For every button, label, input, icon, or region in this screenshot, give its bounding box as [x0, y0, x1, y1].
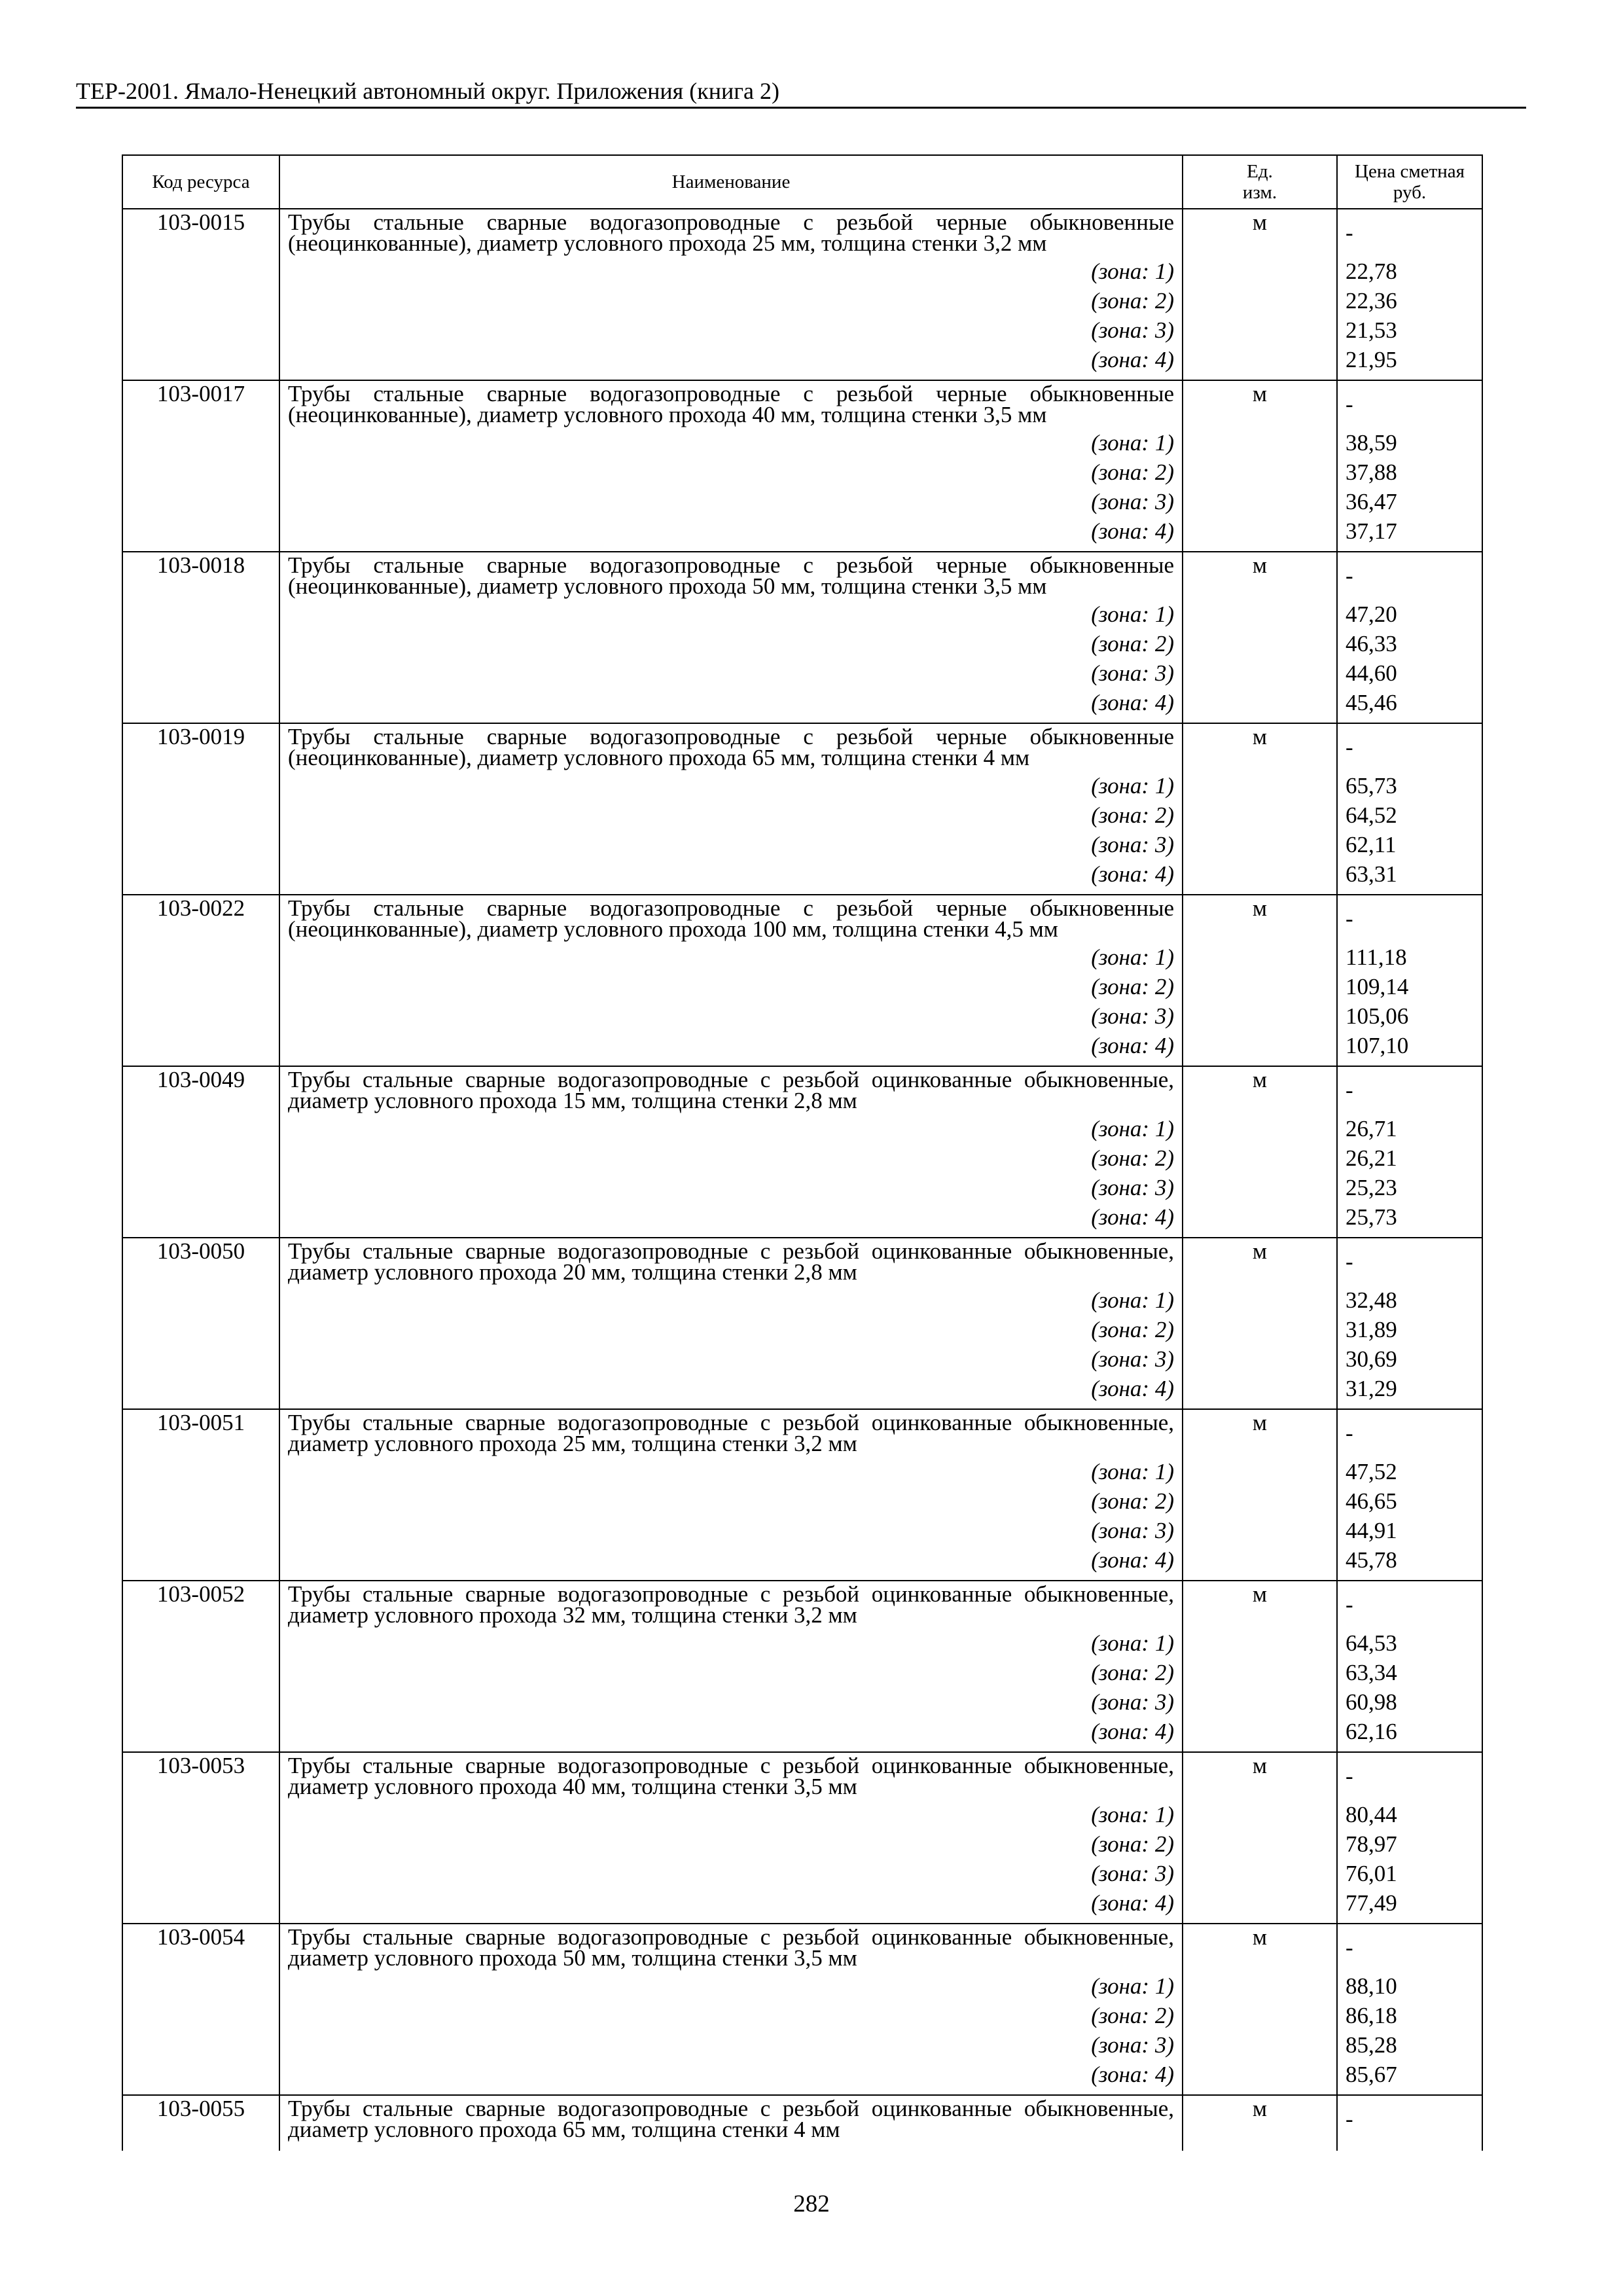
column-header-unit-line1: Ед. — [1247, 161, 1273, 182]
zone-price: 22,36 — [1346, 288, 1397, 314]
zone-price: 63,31 — [1346, 861, 1397, 887]
zone-label: (зона: 1) — [1091, 1287, 1174, 1313]
zone-price: 38,59 — [1346, 430, 1397, 456]
resource-name: Трубы стальные сварные водогазопроводные с резьбой черные обыкновенные (неоцинкованные), диаметр условного прохода 25 мм, толщина стенки 3,2 мм — [288, 209, 1174, 256]
column-header-unit-line2: изм. — [1242, 182, 1277, 203]
resource-code: 103-0022 — [122, 895, 279, 1066]
resource-name: Трубы стальные сварные водогазопроводные с резьбой черные обыкновенные (неоцинкованные), диаметр условного прохода 65 мм, толщина стенки 4 мм — [288, 724, 1174, 770]
price-cell — [1337, 1581, 1482, 1752]
zone-price: 25,23 — [1346, 1175, 1397, 1200]
resource-code: 103-0052 — [122, 1581, 279, 1752]
resource-name: Трубы стальные сварные водогазопроводные с резьбой оцинкованные обыкновенные, диаметр условного прохода 15 мм, толщина стенки 2,8 мм — [288, 1067, 1174, 1113]
zone-price: 80,44 — [1346, 1802, 1397, 1827]
base-price: - — [1346, 1420, 1353, 1446]
unit-of-measure: м — [1183, 895, 1337, 1066]
price-cell — [1337, 1752, 1482, 1924]
zone-label: (зона: 1) — [1091, 1116, 1174, 1141]
resource-code: 103-0051 — [122, 1409, 279, 1581]
zone-price: 36,47 — [1346, 489, 1397, 514]
resource-name-cell — [279, 1752, 1183, 1924]
zone-label: (зона: 3) — [1091, 660, 1174, 686]
zone-price: 105,06 — [1346, 1003, 1409, 1029]
zone-label: (зона: 1) — [1091, 1630, 1174, 1656]
unit-of-measure: м — [1183, 1924, 1337, 2095]
zone-label: (зона: 1) — [1091, 944, 1174, 970]
table-body — [122, 209, 1482, 2151]
zone-price: 86,18 — [1346, 2003, 1397, 2028]
zone-label: (зона: 2) — [1091, 974, 1174, 999]
resource-name: Трубы стальные сварные водогазопроводные с резьбой черные обыкновенные (неоцинкованные), диаметр условного прохода 50 мм, толщина стенки 3,5 мм — [288, 552, 1174, 599]
table-row — [122, 380, 1482, 552]
resource-code: 103-0055 — [122, 2095, 279, 2151]
zone-label: (зона: 2) — [1091, 802, 1174, 828]
zone-price: 44,91 — [1346, 1518, 1397, 1543]
price-cell — [1337, 1238, 1482, 1409]
unit-of-measure: м — [1183, 1066, 1337, 1238]
resource-code: 103-0053 — [122, 1752, 279, 1924]
price-table — [122, 154, 1483, 2151]
resource-code: 103-0050 — [122, 1238, 279, 1409]
price-cell — [1337, 1066, 1482, 1238]
zone-label: (зона: 1) — [1091, 1802, 1174, 1827]
base-price: - — [1346, 1077, 1353, 1103]
zone-price: 26,71 — [1346, 1116, 1397, 1141]
resource-name-cell — [279, 2095, 1183, 2151]
zone-price: 77,49 — [1346, 1890, 1397, 1916]
zone-price: 47,20 — [1346, 601, 1397, 627]
zone-label: (зона: 2) — [1091, 459, 1174, 485]
zone-price: 31,89 — [1346, 1317, 1397, 1342]
unit-of-measure: м — [1183, 1238, 1337, 1409]
zone-price: 32,48 — [1346, 1287, 1397, 1313]
resource-name-cell — [279, 380, 1183, 552]
resource-code: 103-0019 — [122, 723, 279, 895]
base-price: - — [1346, 1935, 1353, 1960]
resource-code: 103-0015 — [122, 209, 279, 380]
zone-label: (зона: 4) — [1091, 690, 1174, 715]
zone-price: 64,52 — [1346, 802, 1397, 828]
zone-label: (зона: 2) — [1091, 2003, 1174, 2028]
resource-name: Трубы стальные сварные водогазопроводные с резьбой оцинкованные обыкновенные, диаметр условного прохода 40 мм, толщина стенки 3,5 мм — [288, 1753, 1174, 1799]
resource-name: Трубы стальные сварные водогазопроводные с резьбой оцинкованные обыкновенные, диаметр условного прохода 32 мм, толщина стенки 3,2 мм — [288, 1581, 1174, 1628]
price-cell — [1337, 2095, 1482, 2151]
table-row — [122, 1066, 1482, 1238]
zone-price: 62,16 — [1346, 1719, 1397, 1744]
zone-label: (зона: 4) — [1091, 861, 1174, 887]
resource-name-cell — [279, 895, 1183, 1066]
running-header: ТЕР-2001. Ямало-Ненецкий автономный округ. Приложения (книга 2) — [76, 77, 1526, 109]
zone-price: 45,78 — [1346, 1547, 1397, 1573]
zone-label: (зона: 3) — [1091, 1518, 1174, 1543]
zone-label: (зона: 1) — [1091, 259, 1174, 284]
resource-code: 103-0017 — [122, 380, 279, 552]
table-row — [122, 1752, 1482, 1924]
resource-name-cell — [279, 1066, 1183, 1238]
column-header-unit — [1183, 155, 1337, 209]
zone-label: (зона: 4) — [1091, 1547, 1174, 1573]
zone-label: (зона: 3) — [1091, 1861, 1174, 1886]
zone-price: 47,52 — [1346, 1459, 1397, 1484]
resource-name-cell — [279, 209, 1183, 380]
price-cell — [1337, 209, 1482, 380]
table-row — [122, 552, 1482, 723]
zone-price: 44,60 — [1346, 660, 1397, 686]
zone-price: 31,29 — [1346, 1376, 1397, 1401]
zone-price: 37,17 — [1346, 518, 1397, 544]
zone-price: 25,73 — [1346, 1204, 1397, 1230]
price-cell — [1337, 1409, 1482, 1581]
zone-label: (зона: 1) — [1091, 773, 1174, 798]
base-price: - — [1346, 734, 1353, 760]
table-row — [122, 1924, 1482, 2095]
resource-name: Трубы стальные сварные водогазопроводные с резьбой оцинкованные обыкновенные, диаметр условного прохода 65 мм, толщина стенки 4 мм — [288, 2096, 1174, 2142]
zone-price: 88,10 — [1346, 1973, 1397, 1999]
zone-price: 64,53 — [1346, 1630, 1397, 1656]
zone-label: (зона: 2) — [1091, 1831, 1174, 1857]
zone-label: (зона: 2) — [1091, 1660, 1174, 1685]
base-price: - — [1346, 1249, 1353, 1274]
zone-price: 37,88 — [1346, 459, 1397, 485]
unit-of-measure: м — [1183, 1581, 1337, 1752]
unit-of-measure: м — [1183, 1409, 1337, 1581]
zone-label: (зона: 3) — [1091, 1689, 1174, 1715]
zone-price: 46,65 — [1346, 1488, 1397, 1514]
base-price: - — [1346, 563, 1353, 588]
zone-price: 60,98 — [1346, 1689, 1397, 1715]
base-price: - — [1346, 906, 1353, 931]
zone-price: 62,11 — [1346, 832, 1397, 857]
resource-name-cell — [279, 1409, 1183, 1581]
base-price: - — [1346, 1592, 1353, 1617]
price-cell — [1337, 895, 1482, 1066]
zone-price: 76,01 — [1346, 1861, 1397, 1886]
page-number: 282 — [793, 2191, 830, 2217]
zone-label: (зона: 3) — [1091, 317, 1174, 343]
zone-label: (зона: 2) — [1091, 631, 1174, 656]
price-cell — [1337, 723, 1482, 895]
column-header-code: Код ресурса — [122, 155, 279, 209]
zone-price: 21,95 — [1346, 347, 1397, 372]
zone-label: (зона: 4) — [1091, 1033, 1174, 1058]
resource-name: Трубы стальные сварные водогазопроводные с резьбой оцинкованные обыкновенные, диаметр условного прохода 25 мм, толщина стенки 3,2 мм — [288, 1410, 1174, 1456]
column-header-price — [1337, 155, 1482, 209]
table-row — [122, 1409, 1482, 1581]
zone-label: (зона: 4) — [1091, 1204, 1174, 1230]
zone-label: (зона: 1) — [1091, 430, 1174, 456]
zone-price: 109,14 — [1346, 974, 1409, 999]
zone-price: 85,28 — [1346, 2032, 1397, 2058]
table-row — [122, 895, 1482, 1066]
zone-label: (зона: 4) — [1091, 518, 1174, 544]
resource-name-cell — [279, 1924, 1183, 2095]
zone-label: (зона: 2) — [1091, 1145, 1174, 1171]
zone-label: (зона: 1) — [1091, 1459, 1174, 1484]
zone-price: 30,69 — [1346, 1346, 1397, 1372]
zone-price: 26,21 — [1346, 1145, 1397, 1171]
unit-of-measure: м — [1183, 380, 1337, 552]
zone-label: (зона: 4) — [1091, 347, 1174, 372]
zone-label: (зона: 4) — [1091, 1719, 1174, 1744]
zone-label: (зона: 3) — [1091, 832, 1174, 857]
table-header-row — [122, 155, 1482, 209]
zone-price: 78,97 — [1346, 1831, 1397, 1857]
zone-price: 46,33 — [1346, 631, 1397, 656]
zone-price: 65,73 — [1346, 773, 1397, 798]
zone-price: 107,10 — [1346, 1033, 1409, 1058]
zone-label: (зона: 2) — [1091, 1488, 1174, 1514]
zone-label: (зона: 2) — [1091, 288, 1174, 314]
resource-name-cell — [279, 1238, 1183, 1409]
unit-of-measure: м — [1183, 552, 1337, 723]
column-header-price-line2: руб. — [1393, 182, 1427, 203]
resource-code: 103-0018 — [122, 552, 279, 723]
table-row — [122, 1581, 1482, 1752]
column-header-name: Наименование — [279, 155, 1183, 209]
resource-name-cell — [279, 552, 1183, 723]
zone-price: 111,18 — [1346, 944, 1407, 970]
resource-code: 103-0054 — [122, 1924, 279, 2095]
zone-label: (зона: 3) — [1091, 2032, 1174, 2058]
price-cell — [1337, 1924, 1482, 2095]
table-row — [122, 723, 1482, 895]
base-price: - — [1346, 2106, 1353, 2132]
base-price: - — [1346, 220, 1353, 245]
zone-label: (зона: 3) — [1091, 1175, 1174, 1200]
zone-price: 21,53 — [1346, 317, 1397, 343]
zone-label: (зона: 3) — [1091, 1003, 1174, 1029]
zone-price: 45,46 — [1346, 690, 1397, 715]
base-price: - — [1346, 1763, 1353, 1789]
price-cell — [1337, 380, 1482, 552]
table-row — [122, 1238, 1482, 1409]
zone-label: (зона: 4) — [1091, 1890, 1174, 1916]
column-header-price-line1: Цена сметная — [1355, 161, 1465, 182]
resource-name: Трубы стальные сварные водогазопроводные с резьбой черные обыкновенные (неоцинкованные), диаметр условного прохода 100 мм, толщина стенки 4,5 мм — [288, 895, 1174, 942]
resource-name: Трубы стальные сварные водогазопроводные с резьбой черные обыкновенные (неоцинкованные), диаметр условного прохода 40 мм, толщина стенки 3,5 мм — [288, 381, 1174, 427]
price-cell — [1337, 552, 1482, 723]
zone-label: (зона: 2) — [1091, 1317, 1174, 1342]
resource-name-cell — [279, 723, 1183, 895]
zone-label: (зона: 3) — [1091, 1346, 1174, 1372]
zone-label: (зона: 4) — [1091, 1376, 1174, 1401]
zone-price: 85,67 — [1346, 2062, 1397, 2087]
unit-of-measure: м — [1183, 723, 1337, 895]
zone-label: (зона: 4) — [1091, 2062, 1174, 2087]
zone-label: (зона: 1) — [1091, 601, 1174, 627]
table-row — [122, 2095, 1482, 2151]
zone-label: (зона: 1) — [1091, 1973, 1174, 1999]
resource-name: Трубы стальные сварные водогазопроводные с резьбой оцинкованные обыкновенные, диаметр условного прохода 50 мм, толщина стенки 3,5 мм — [288, 1924, 1174, 1971]
unit-of-measure: м — [1183, 2095, 1337, 2151]
resource-code: 103-0049 — [122, 1066, 279, 1238]
zone-label: (зона: 3) — [1091, 489, 1174, 514]
unit-of-measure: м — [1183, 1752, 1337, 1924]
zone-price: 63,34 — [1346, 1660, 1397, 1685]
table-row — [122, 209, 1482, 380]
resource-name: Трубы стальные сварные водогазопроводные с резьбой оцинкованные обыкновенные, диаметр условного прохода 20 мм, толщина стенки 2,8 мм — [288, 1238, 1174, 1285]
zone-price: 22,78 — [1346, 259, 1397, 284]
unit-of-measure: м — [1183, 209, 1337, 380]
base-price: - — [1346, 391, 1353, 417]
resource-name-cell — [279, 1581, 1183, 1752]
